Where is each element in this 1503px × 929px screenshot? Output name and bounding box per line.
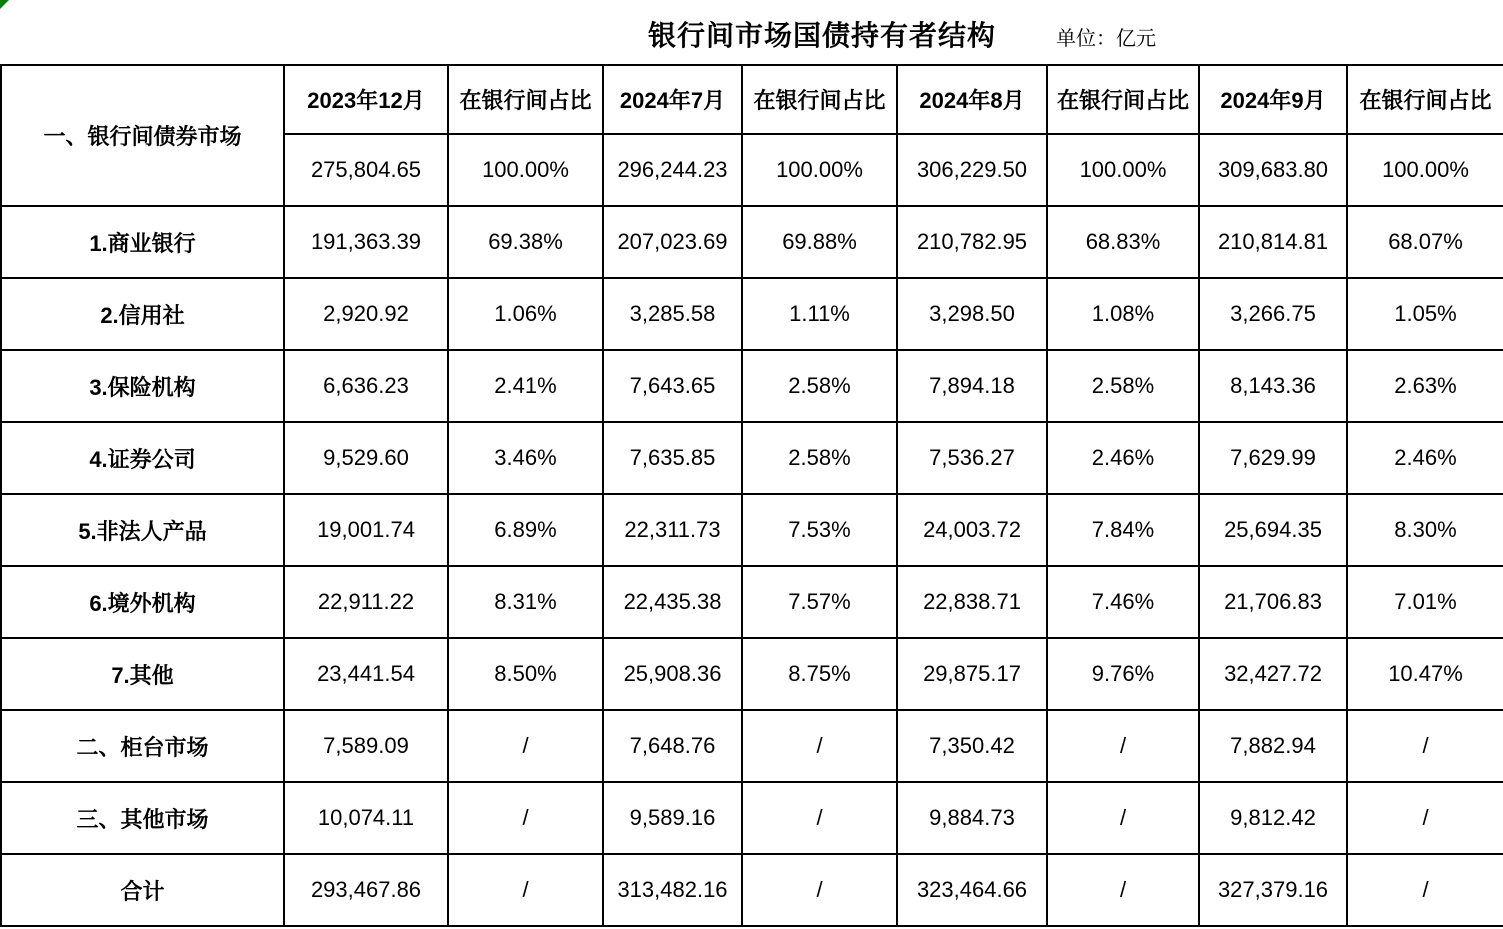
table-row (1, 710, 1503, 782)
cell-value: 32,427.72 (1199, 638, 1347, 710)
row-label-commercial-banks: 1.商业银行 (1, 206, 284, 278)
row-label-insurance-institutions: 3.保险机构 (1, 350, 284, 422)
cell-value: 293,467.86 (284, 854, 448, 926)
cell-value: 3,266.75 (1199, 278, 1347, 350)
cell-value: 210,782.95 (897, 206, 1047, 278)
cell-value: / (1047, 854, 1199, 926)
cell-value: 69.88% (742, 206, 897, 278)
cell-value: 2.58% (1047, 350, 1199, 422)
cell-value: 3,285.58 (603, 278, 742, 350)
cell-value: 1.06% (448, 278, 603, 350)
cell-value: / (448, 782, 603, 854)
cell-value: / (742, 710, 897, 782)
cell-value: 10,074.11 (284, 782, 448, 854)
row-label-otc-market: 二、柜台市场 (1, 710, 284, 782)
row-label-securities-firms: 4.证券公司 (1, 422, 284, 494)
table-row (1, 278, 1503, 350)
row-label-credit-unions: 2.信用社 (1, 278, 284, 350)
cell-value: 19,001.74 (284, 494, 448, 566)
cell-value: 323,464.66 (897, 854, 1047, 926)
cell-value: 68.83% (1047, 206, 1199, 278)
cell-value: 7,894.18 (897, 350, 1047, 422)
cell-value: 207,023.69 (603, 206, 742, 278)
cell-value: 6,636.23 (284, 350, 448, 422)
cell-value: 9,529.60 (284, 422, 448, 494)
cell-value: 7,536.27 (897, 422, 1047, 494)
cell-value: 9,589.16 (603, 782, 742, 854)
cell-value: 2.58% (742, 350, 897, 422)
table-row (1, 782, 1503, 854)
column-header-share-1: 在银行间占比 (448, 65, 603, 134)
bond-holder-structure-table (0, 64, 1503, 927)
cell-value: 2.63% (1347, 350, 1503, 422)
cell-value: 296,244.23 (603, 134, 742, 206)
cell-value: 7,635.85 (603, 422, 742, 494)
cell-value: 191,363.39 (284, 206, 448, 278)
column-header-2024-09: 2024年9月 (1199, 65, 1347, 134)
column-header-2024-08: 2024年8月 (897, 65, 1047, 134)
cell-value: 275,804.65 (284, 134, 448, 206)
cell-value: 2.46% (1347, 422, 1503, 494)
cell-value: 9,812.42 (1199, 782, 1347, 854)
table-row (1, 638, 1503, 710)
table-row (1, 494, 1503, 566)
page-title: 银行间市场国债持有者结构 (648, 20, 997, 51)
cell-value: 22,838.71 (897, 566, 1047, 638)
cell-value: 7.46% (1047, 566, 1199, 638)
cell-value: 3.46% (448, 422, 603, 494)
cell-value: 24,003.72 (897, 494, 1047, 566)
cell-value: / (742, 854, 897, 926)
cell-value: / (1047, 710, 1199, 782)
row-label-total: 合计 (1, 854, 284, 926)
cell-value: 7,350.42 (897, 710, 1047, 782)
cell-value: 22,911.22 (284, 566, 448, 638)
cell-value: / (448, 854, 603, 926)
cell-value: 8.50% (448, 638, 603, 710)
cell-value: 100.00% (448, 134, 603, 206)
row-label-interbank-bond-market: 一、银行间债券市场 (1, 65, 284, 206)
cell-value: 306,229.50 (897, 134, 1047, 206)
cell-value: 9.76% (1047, 638, 1199, 710)
cell-value: 7.84% (1047, 494, 1199, 566)
row-label-others: 7.其他 (1, 638, 284, 710)
row-label-overseas-institutions: 6.境外机构 (1, 566, 284, 638)
cell-value: 22,311.73 (603, 494, 742, 566)
table-row (1, 206, 1503, 278)
cell-value: 2.46% (1047, 422, 1199, 494)
cell-value: 309,683.80 (1199, 134, 1347, 206)
cell-value: 8,143.36 (1199, 350, 1347, 422)
cell-value: 1.05% (1347, 278, 1503, 350)
cell-value: / (1347, 854, 1503, 926)
row-label-non-legal-person-products: 5.非法人产品 (1, 494, 284, 566)
cell-value: 8.30% (1347, 494, 1503, 566)
cell-value: 1.08% (1047, 278, 1199, 350)
cell-value: 9,884.73 (897, 782, 1047, 854)
cell-value: / (1347, 710, 1503, 782)
cell-value: 22,435.38 (603, 566, 742, 638)
cell-value: 25,908.36 (603, 638, 742, 710)
cell-value: 100.00% (742, 134, 897, 206)
cell-value: 21,706.83 (1199, 566, 1347, 638)
cell-value: 2,920.92 (284, 278, 448, 350)
cell-value: 7,589.09 (284, 710, 448, 782)
cell-value: 8.75% (742, 638, 897, 710)
table-row (1, 350, 1503, 422)
cell-value: 100.00% (1047, 134, 1199, 206)
column-header-2023-12: 2023年12月 (284, 65, 448, 134)
cell-value: 29,875.17 (897, 638, 1047, 710)
cell-value: / (1347, 782, 1503, 854)
table-row (1, 422, 1503, 494)
cell-value: 6.89% (448, 494, 603, 566)
cell-value: 1.11% (742, 278, 897, 350)
excel-corner-marker-icon (0, 0, 9, 9)
cell-value: 327,379.16 (1199, 854, 1347, 926)
column-header-2024-07: 2024年7月 (603, 65, 742, 134)
cell-value: 2.58% (742, 422, 897, 494)
cell-value: 23,441.54 (284, 638, 448, 710)
column-header-share-4: 在银行间占比 (1347, 65, 1503, 134)
unit-label: 单位：亿元 (1056, 28, 1156, 50)
column-header-share-2: 在银行间占比 (742, 65, 897, 134)
table-row (1, 854, 1503, 926)
cell-value: 100.00% (1347, 134, 1503, 206)
column-header-share-3: 在银行间占比 (1047, 65, 1199, 134)
cell-value: 3,298.50 (897, 278, 1047, 350)
cell-value: 7,648.76 (603, 710, 742, 782)
cell-value: 68.07% (1347, 206, 1503, 278)
cell-value: 8.31% (448, 566, 603, 638)
table-row (1, 566, 1503, 638)
cell-value: / (1047, 782, 1199, 854)
cell-value: / (448, 710, 603, 782)
cell-value: 7.57% (742, 566, 897, 638)
cell-value: 10.47% (1347, 638, 1503, 710)
cell-value: 69.38% (448, 206, 603, 278)
cell-value: 7,882.94 (1199, 710, 1347, 782)
cell-value: 7,643.65 (603, 350, 742, 422)
cell-value: 7,629.99 (1199, 422, 1347, 494)
cell-value: 313,482.16 (603, 854, 742, 926)
row-label-other-markets: 三、其他市场 (1, 782, 284, 854)
cell-value: 7.53% (742, 494, 897, 566)
cell-value: / (742, 782, 897, 854)
cell-value: 210,814.81 (1199, 206, 1347, 278)
cell-value: 7.01% (1347, 566, 1503, 638)
cell-value: 25,694.35 (1199, 494, 1347, 566)
cell-value: 2.41% (448, 350, 603, 422)
